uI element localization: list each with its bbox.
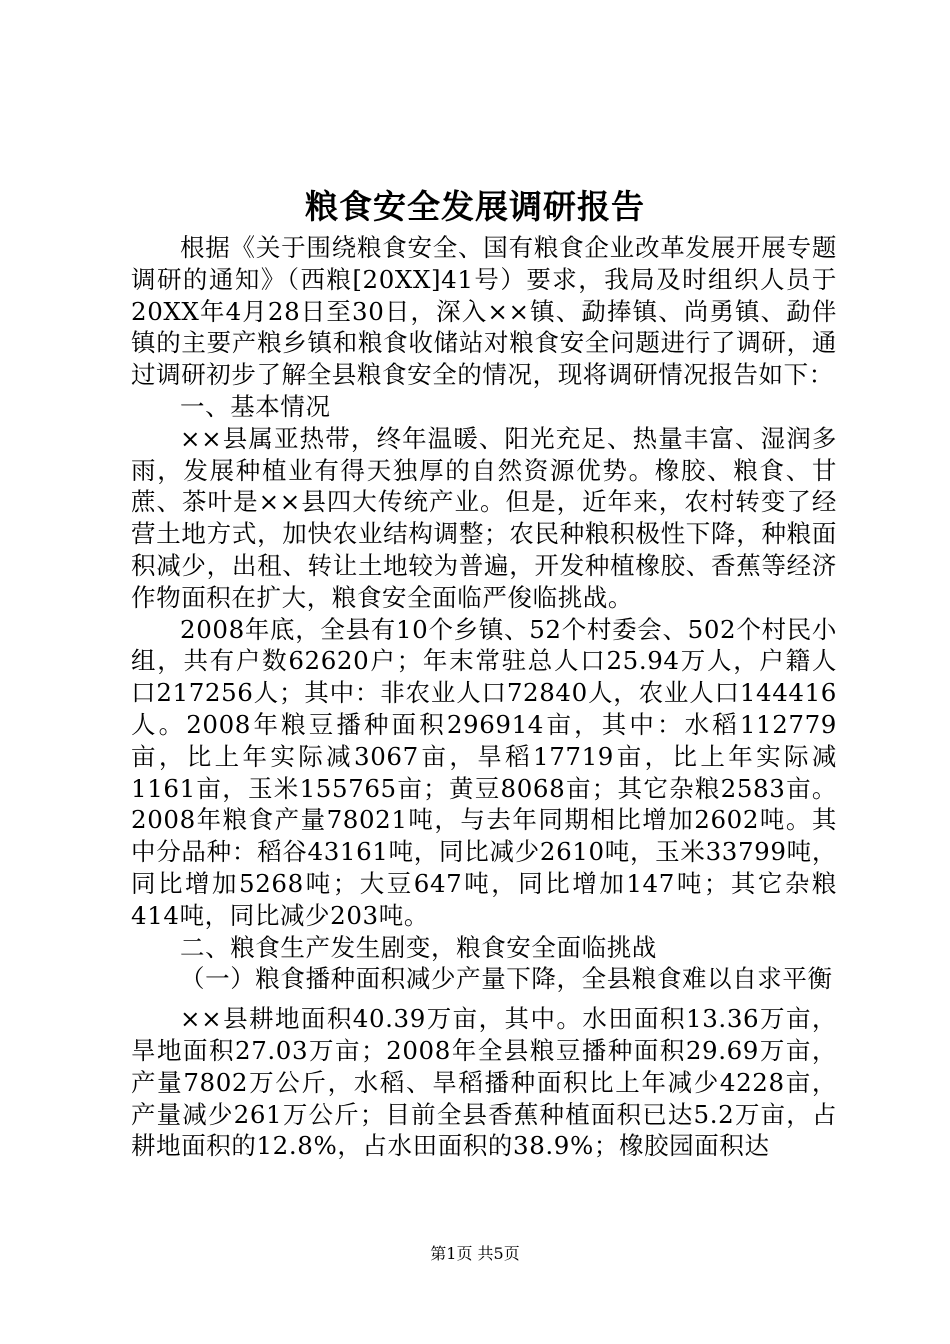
basic-situation-paragraph: ××县属亚热带，终年温暖、阳光充足、热量丰富、湿润多雨，发展种植业有得天独厚的自然资源优势。橡胶、粮食、甘蔗、茶叶是××县四大传统产业。但是，近年来，农村转变了经营土地方式，加快农业结构调整；农民种粮积极性下降，种粮面积减少，出租、转让土地较为普遍，开发种植橡胶、香蕉等经济作物面积在扩大，粮食安全面临严俊临挑战。 <box>131 423 837 612</box>
section-heading-challenges: 二、粮食生产发生剧变，粮食安全面临挑战 <box>180 932 657 962</box>
page-number-footer: 第1页 共5页 <box>430 1244 520 1263</box>
document-body <box>131 232 837 1162</box>
intro-paragraph: 根据《关于围绕粮食安全、国有粮食企业改革发展开展专题调研的通知》（西粮[20XX]41号）要求，我局及时组织人员于20XX年4月28日至30日，深入××镇、勐捧镇、尚勇镇、勐伴镇的主要产粮乡镇和粮食收储站对粮食安全问题进行了调研，通过调研初步了解全县粮食安全的情况，现将调研情况报告如下： <box>131 233 837 390</box>
section-heading-basic-situation: 一、基本情况 <box>180 391 331 421</box>
subsection-heading-area-decline: （一）粮食播种面积减少产量下降，全县粮食难以自求平衡 <box>180 964 833 994</box>
document-title: 粮食安全发展调研报告 <box>305 187 645 226</box>
area-decline-paragraph: ××县耕地面积40.39万亩，其中。水田面积13.36万亩，旱地面积27.03万亩；2008年全县粮豆播种面积29.69万亩，产量7802万公斤，水稻、旱稻播种面积比上年减少4228亩，产量减少261万公斤；目前全县香蕉种植面积已达5.2万亩，占耕地面积的12.8%，占水田面积的38.9%；橡胶园面积达 <box>131 1004 837 1161</box>
statistics-paragraph: 2008年底，全县有10个乡镇、52个村委会、502个村民小组，共有户数62620户；年末常驻总人口25.94万人，户籍人口217256人；其中：非农业人口72840人，农业人口144416人。2008年粮豆播种面积296914亩，其中：水稻112779亩，比上年实际减3067亩，旱稻17719亩，比上年实际减1161亩，玉米155765亩；黄豆8068亩；其它杂粮2583亩。2008年粮食产量78021吨，与去年同期相比增加2602吨。其中分品种：稻谷43161吨，同比减少2610吨，玉米33799吨，同比增加5268吨；大豆647吨，同比增加147吨；其它杂粮414吨，同比减少203吨。 <box>131 614 837 930</box>
